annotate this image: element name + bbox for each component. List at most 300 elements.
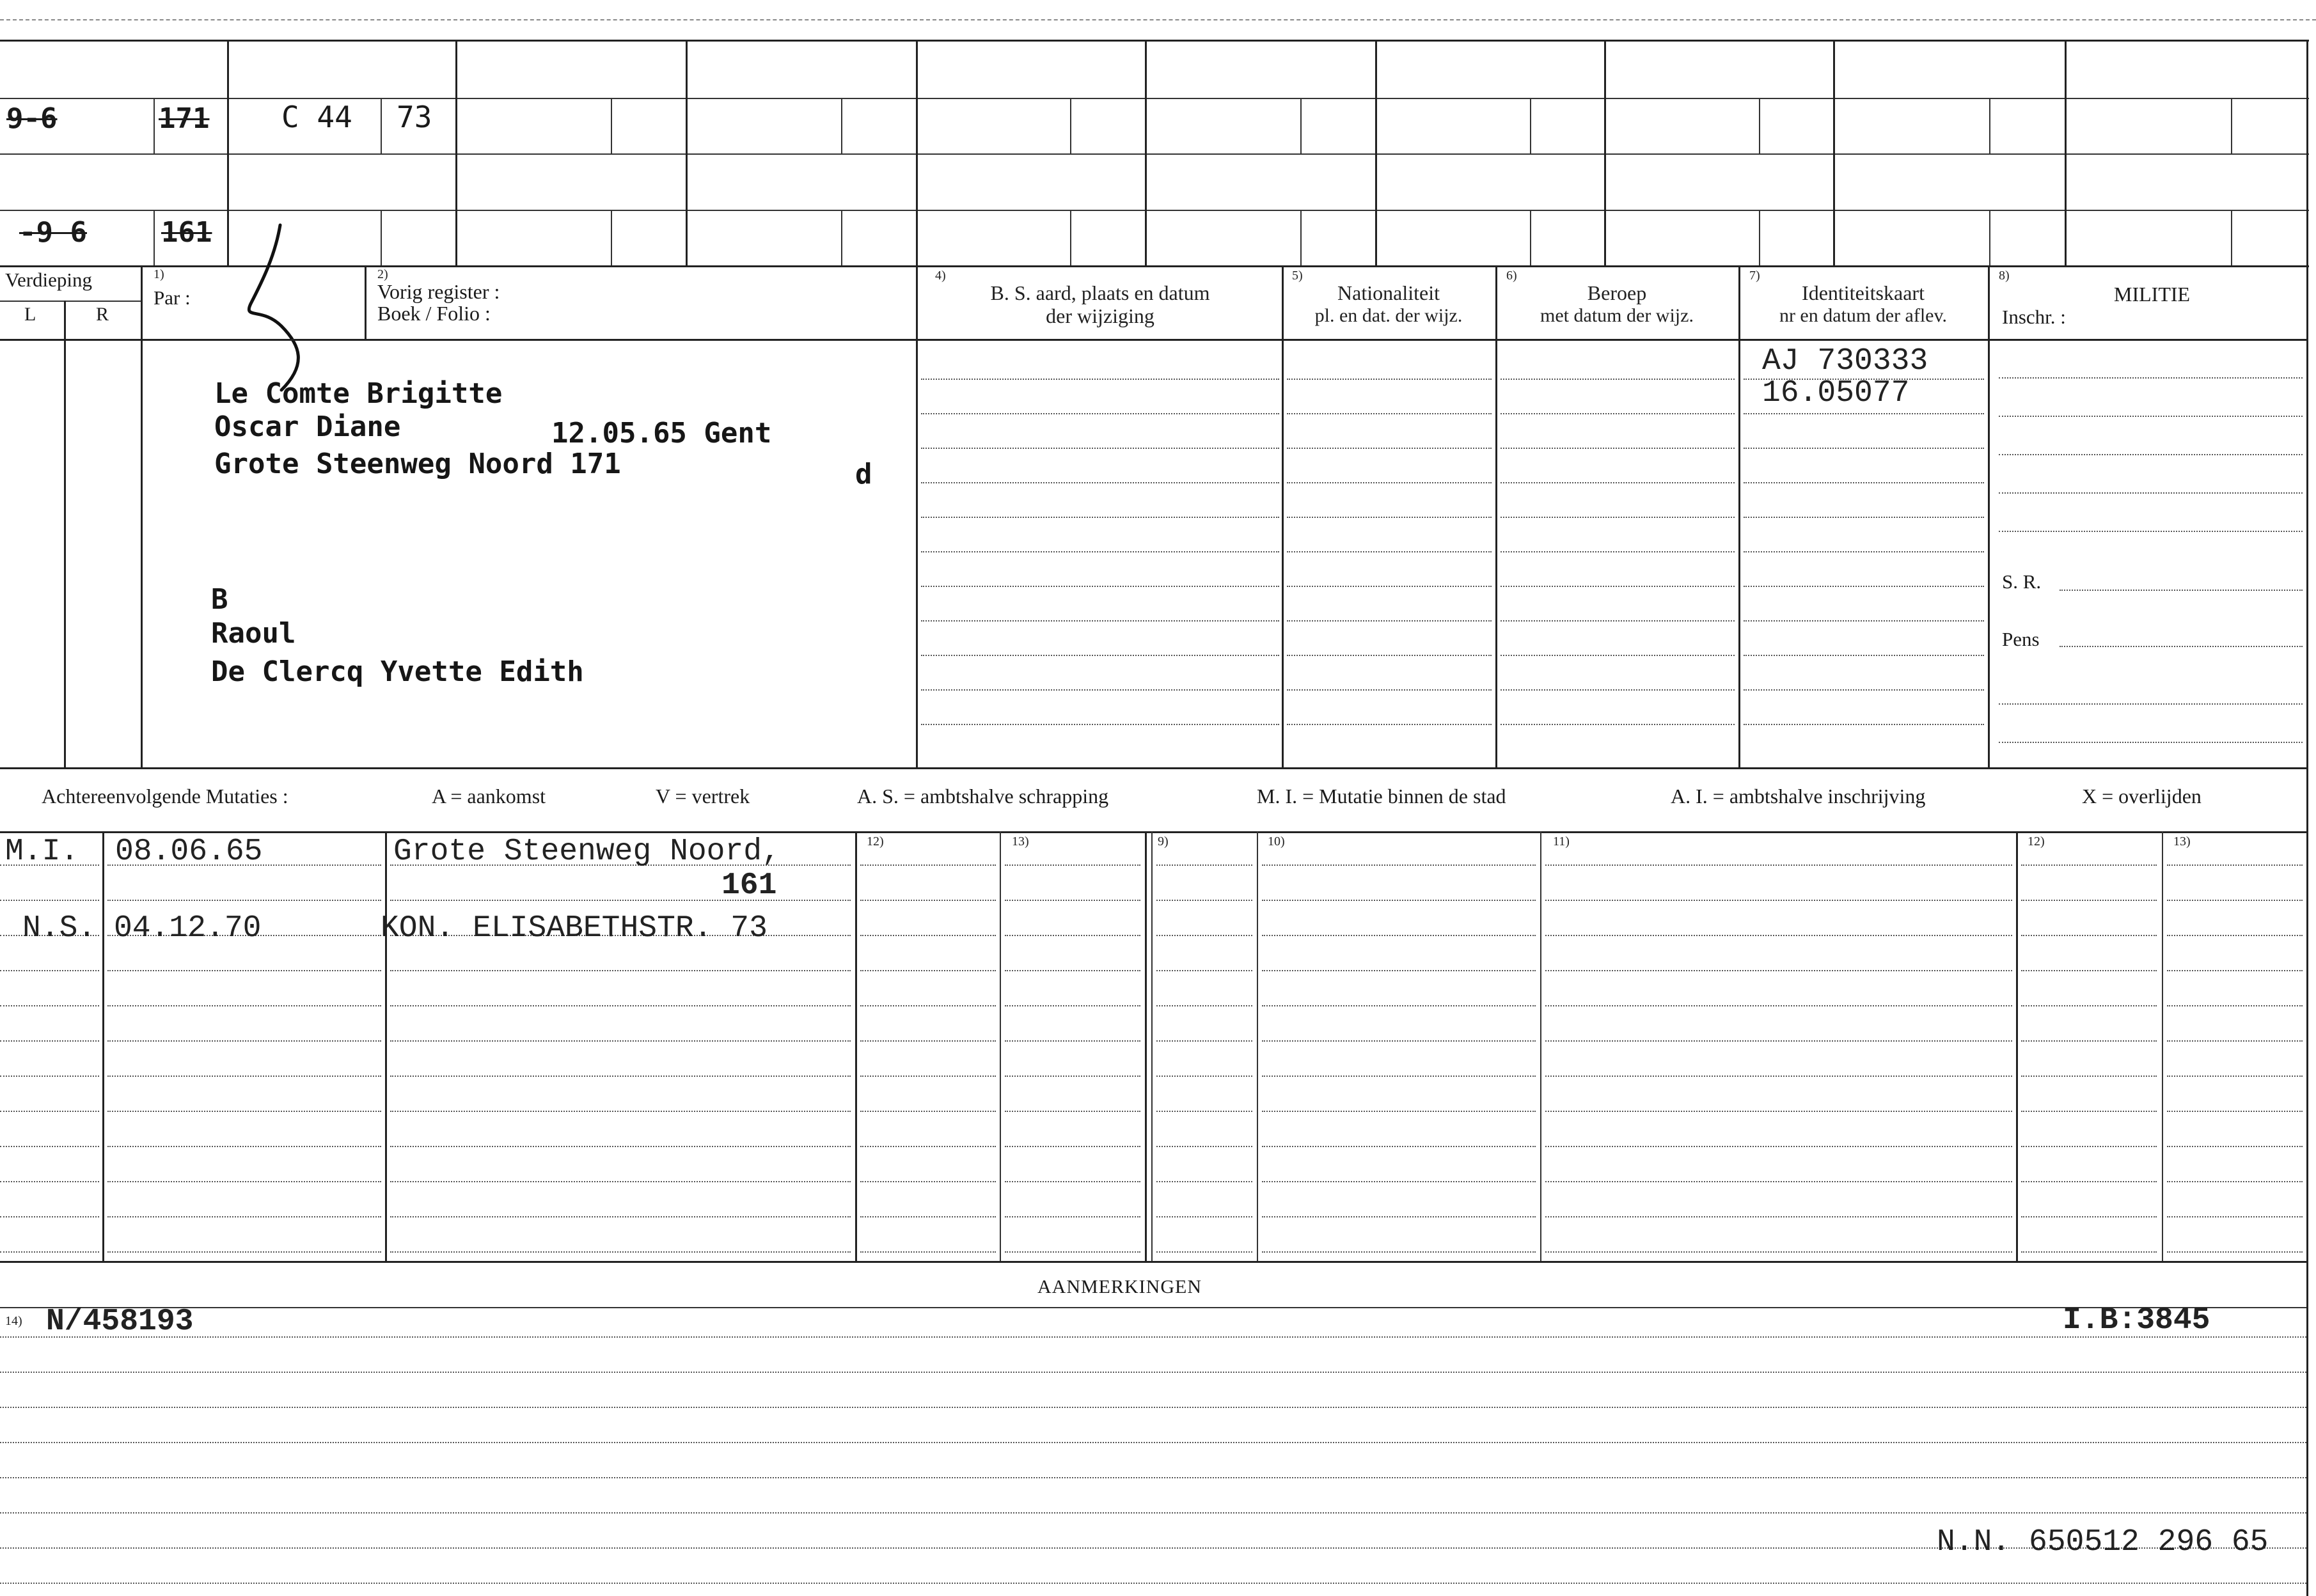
ruled-line <box>921 482 1279 483</box>
ruled-line <box>921 620 1279 622</box>
ruled-line <box>2021 1181 2157 1182</box>
top-grid-vline <box>1145 40 1147 265</box>
mutation-row-address: Grote Steenweg Noord, <box>393 834 780 869</box>
mutation-col-number: 9) <box>1158 834 1169 849</box>
legend-vertrek: V = vertrek <box>656 785 750 808</box>
right-border <box>2306 40 2308 1596</box>
ruled-line <box>107 1076 381 1077</box>
vorig-number: 2) <box>377 267 388 281</box>
nat-header-line1: Nationaliteit <box>1337 281 1440 304</box>
top-grid-sub-vline <box>154 210 155 265</box>
ruled-line <box>860 1005 996 1006</box>
militie-dotted <box>2060 646 2303 647</box>
ruled-line <box>0 1477 2306 1478</box>
ruled-line <box>1262 1181 1536 1182</box>
top-grid-vline <box>227 40 229 265</box>
ruled-line <box>107 1146 381 1147</box>
ruled-line <box>107 1040 381 1042</box>
ruled-line <box>390 1005 851 1006</box>
ruled-line <box>1262 935 1536 936</box>
ruled-line <box>1156 1216 1252 1217</box>
person-mark: d <box>855 458 872 490</box>
militie-dotted <box>2060 590 2303 591</box>
ruled-line <box>1005 1146 1140 1147</box>
ruled-line <box>1287 482 1492 483</box>
ruled-line <box>2167 1216 2303 1217</box>
top-grid-sub-vline <box>2231 210 2232 265</box>
ruled-line <box>1744 517 1984 518</box>
ruled-line <box>1287 724 1492 725</box>
remarks-top-line <box>0 1307 2306 1308</box>
ruled-line <box>1545 864 2012 866</box>
r-label: R <box>96 304 109 325</box>
ruled-line <box>390 1076 851 1077</box>
mutation-vline <box>855 831 857 1261</box>
ruled-line <box>860 1146 996 1147</box>
nat-header-line2: pl. en dat. der wijz. <box>1314 305 1463 326</box>
section-vline <box>365 265 366 339</box>
bs-header-line1: B. S. aard, plaats en datum <box>990 281 1210 304</box>
ruled-line <box>1262 864 1536 866</box>
ruled-line <box>1005 864 1140 866</box>
par-label: Par : <box>154 286 191 309</box>
ruled-line <box>1744 551 1984 552</box>
mutation-col-number: 11) <box>1553 834 1570 849</box>
militie-dotted <box>1999 454 2303 455</box>
ruled-line <box>0 1216 99 1217</box>
ruled-line <box>1156 1146 1252 1147</box>
body-bottom-line <box>0 767 2306 769</box>
ruled-line <box>1287 448 1492 449</box>
ruled-line <box>0 1076 99 1077</box>
top-grid-sub-vline <box>611 98 612 153</box>
ruled-line <box>921 655 1279 656</box>
top-grid-vline <box>916 40 918 265</box>
section-vline <box>141 265 143 767</box>
mutation-col-number: 12) <box>2028 834 2045 849</box>
beroep-header-line2: met datum der wijz. <box>1540 305 1694 326</box>
top-grid-sub-vline <box>1530 210 1531 265</box>
legend-schrapping: A. S. = ambtshalve schrapping <box>857 785 1109 808</box>
legend-title: Achtereenvolgende Mutaties : <box>42 785 288 808</box>
ruled-line <box>0 1040 99 1042</box>
ruled-line <box>2021 900 2157 901</box>
ruled-line <box>1262 970 1536 971</box>
ruled-line <box>860 1216 996 1217</box>
ruled-line <box>1744 724 1984 725</box>
ruled-line <box>1287 379 1492 380</box>
ruled-line <box>107 900 381 901</box>
ruled-line <box>2167 1076 2303 1077</box>
ruled-line <box>1545 935 2012 936</box>
ruled-line <box>2167 864 2303 866</box>
ruled-line <box>860 900 996 901</box>
ruled-line <box>1287 517 1492 518</box>
ruled-line <box>1005 1076 1140 1077</box>
ruled-line <box>1005 935 1140 936</box>
mutations-top-line <box>0 831 2306 833</box>
ruled-line <box>1545 1111 2012 1112</box>
top-grid-cell: C 44 <box>281 100 352 134</box>
nat-number: 5) <box>1292 269 1303 283</box>
top-grid-sub-vline <box>1300 210 1302 265</box>
top-grid-vline <box>686 40 688 265</box>
id-header <box>1740 281 1987 327</box>
section-vline <box>916 265 918 767</box>
top-grid-cell: 161 <box>161 216 212 249</box>
ruled-line <box>107 1251 381 1253</box>
ruled-line <box>1287 551 1492 552</box>
ruled-line <box>1501 724 1735 725</box>
mutations-bottom-line <box>0 1261 2306 1263</box>
militie-dotted <box>1999 492 2303 494</box>
ruled-line <box>1545 970 2012 971</box>
section-vline <box>1738 265 1740 767</box>
ruled-line <box>1156 900 1252 901</box>
ruled-line <box>2167 900 2303 901</box>
ruled-line <box>1005 1111 1140 1112</box>
section-vline <box>1282 265 1284 767</box>
mutation-row-code: M.I. <box>5 834 79 869</box>
mutation-vline <box>102 831 104 1261</box>
ruled-line <box>390 1040 851 1042</box>
legend-aankomst: A = aankomst <box>432 785 546 808</box>
ruled-line <box>1005 1251 1140 1253</box>
handwritten-mark <box>237 217 326 396</box>
ruled-line <box>860 1181 996 1182</box>
ruled-line <box>1744 655 1984 656</box>
id-header-line1: Identiteitskaart <box>1802 281 1925 304</box>
legend-overlijden: X = overlijden <box>2082 785 2202 808</box>
ruled-line <box>107 1181 381 1182</box>
sr-label: S. R. <box>2002 570 2042 593</box>
section-vline <box>64 301 66 767</box>
ruled-line <box>921 586 1279 587</box>
ruled-line <box>921 379 1279 380</box>
top-grid-cell: -9 6 <box>19 216 87 249</box>
ruled-line <box>107 1111 381 1112</box>
mutation-vline <box>2016 831 2018 1261</box>
ruled-line <box>1545 1251 2012 1253</box>
mutation-row-date: 04.12.70 <box>114 911 262 946</box>
ruled-line <box>921 517 1279 518</box>
ruled-line <box>1501 655 1735 656</box>
ruled-line <box>1501 413 1735 414</box>
ruled-line <box>1262 1251 1536 1253</box>
ruled-line <box>1005 970 1140 971</box>
verdieping-label: Verdieping <box>5 269 93 291</box>
ruled-line <box>107 970 381 971</box>
header-top-line <box>0 265 2309 267</box>
ruled-line <box>1005 1005 1140 1006</box>
ruled-line <box>1156 1076 1252 1077</box>
id-header-line2: nr en datum der aflev. <box>1779 305 1948 326</box>
ruled-line <box>1262 1146 1536 1147</box>
inschr-label: Inschr. : <box>2002 306 2066 328</box>
nat-header <box>1283 281 1494 327</box>
ruled-line <box>0 1442 2306 1443</box>
ruled-line <box>0 1146 99 1147</box>
remarks-ib: I.B:3845 <box>2063 1303 2210 1338</box>
ruled-line <box>1287 655 1492 656</box>
bs-header-line2: der wijziging <box>1046 304 1154 327</box>
top-grid-sub-vline <box>1530 98 1531 153</box>
ruled-line <box>390 1146 851 1147</box>
top-grid-vline <box>1375 40 1377 265</box>
ruled-line <box>2167 935 2303 936</box>
ruled-line <box>1545 900 2012 901</box>
ruled-line <box>2021 1040 2157 1042</box>
ruled-line <box>2021 1111 2157 1112</box>
mutation-vline <box>1257 831 1258 1261</box>
mutation-vline <box>385 831 387 1261</box>
person-line2: Oscar Diane <box>214 411 401 443</box>
top-grid-sub-vline <box>154 98 155 153</box>
ruled-line <box>1156 1040 1252 1042</box>
mutation-col-number: 13) <box>2173 834 2191 849</box>
person-line1: Le Comte Brigitte <box>214 377 503 410</box>
top-grid-sub-vline <box>1989 210 1990 265</box>
top-grid-sub-vline <box>381 98 382 153</box>
ruled-line <box>1287 586 1492 587</box>
ruled-line <box>2167 1181 2303 1182</box>
ruled-line <box>1501 448 1735 449</box>
ruled-line <box>1262 900 1536 901</box>
ruled-line <box>0 1512 2306 1514</box>
ruled-line <box>2167 1146 2303 1147</box>
ruled-line <box>860 864 996 866</box>
ruled-line <box>860 1076 996 1077</box>
ruled-line <box>860 935 996 936</box>
ruled-line <box>1262 1005 1536 1006</box>
ruled-line <box>0 1251 99 1253</box>
ruled-line <box>1005 1040 1140 1042</box>
top-grid-line-2 <box>0 98 2309 99</box>
ruled-line <box>107 1005 381 1006</box>
ruled-line <box>1744 448 1984 449</box>
ruled-line <box>1501 482 1735 483</box>
mutation-row-code: N.S. <box>22 911 97 946</box>
ruled-line <box>921 724 1279 725</box>
top-grid-sub-vline <box>841 98 842 153</box>
mutation-vline <box>2162 831 2163 1261</box>
ruled-line <box>1262 1076 1536 1077</box>
top-grid-cell: 9-6 <box>6 102 58 135</box>
top-grid-sub-vline <box>611 210 612 265</box>
ruled-line <box>1156 1251 1252 1253</box>
ruled-line <box>2167 1040 2303 1042</box>
ruled-line <box>2167 970 2303 971</box>
top-grid-line-4 <box>0 210 2309 211</box>
person-line5: Raoul <box>211 617 296 650</box>
beroep-number: 6) <box>1506 269 1517 283</box>
mutation-col-number: 12) <box>867 834 884 849</box>
identity-date: 16.05077 <box>1762 376 1910 411</box>
mutation-row-date: 08.06.65 <box>115 834 263 869</box>
ruled-line <box>2021 935 2157 936</box>
top-grid-vline <box>1604 40 1606 265</box>
mutation-vline <box>1540 831 1541 1261</box>
ruled-line <box>921 448 1279 449</box>
ruled-line <box>1744 689 1984 691</box>
ruled-line <box>2167 1251 2303 1253</box>
ruled-line <box>1501 620 1735 622</box>
ruled-line <box>860 1251 996 1253</box>
person-line4: B <box>211 583 228 616</box>
person-line3: Grote Steenweg Noord 171 <box>214 448 621 480</box>
ruled-line <box>2021 1076 2157 1077</box>
section-vline <box>1988 265 1990 767</box>
id-number: 7) <box>1749 269 1760 283</box>
ruled-line <box>390 1251 851 1253</box>
ruled-line <box>2021 1005 2157 1006</box>
militie-dotted <box>1999 377 2303 379</box>
militie-dotted <box>1999 742 2303 743</box>
top-grid-sub-vline <box>381 210 382 265</box>
ruled-line <box>1156 1005 1252 1006</box>
top-grid-sub-vline <box>1070 210 1071 265</box>
ruled-line <box>1545 1005 2012 1006</box>
ruled-line <box>860 970 996 971</box>
ruled-line <box>2021 970 2157 971</box>
ruled-line <box>1744 586 1984 587</box>
l-label: L <box>24 304 36 325</box>
boek-folio-label: Boek / Folio : <box>377 302 491 325</box>
ruled-line <box>1005 1216 1140 1217</box>
beroep-header <box>1497 281 1737 327</box>
top-grid-sub-vline <box>1759 98 1760 153</box>
ruled-line <box>1287 620 1492 622</box>
ruled-line <box>390 1111 851 1112</box>
vorig-register-label: Vorig register : <box>377 280 500 303</box>
ruled-line <box>0 1336 2306 1338</box>
top-grid-sub-vline <box>1989 98 1990 153</box>
legend-inschrijving: A. I. = ambtshalve inschrijving <box>1671 785 1926 808</box>
person-birth: 12.05.65 Gent <box>551 417 772 450</box>
mutation-col-number: 13) <box>1012 834 1029 849</box>
ruled-line <box>0 1583 2306 1584</box>
legend-mutatie: M. I. = Mutatie binnen de stad <box>1257 785 1506 808</box>
ruled-line <box>2167 1111 2303 1112</box>
ruled-line <box>1545 1040 2012 1042</box>
ruled-line <box>0 1181 99 1182</box>
ruled-line <box>1156 1111 1252 1112</box>
mutation-col-number: 10) <box>1268 834 1285 849</box>
top-grid-sub-vline <box>1070 98 1071 153</box>
ruled-line <box>1501 551 1735 552</box>
ruled-line <box>107 1216 381 1217</box>
ruled-line <box>2021 1216 2157 1217</box>
ruled-line <box>1156 935 1252 936</box>
remarks-number: 14) <box>5 1314 22 1328</box>
ruled-line <box>390 1216 851 1217</box>
ruled-line <box>2021 864 2157 866</box>
par-number: 1) <box>154 267 164 281</box>
militie-dotted <box>1999 531 2303 532</box>
mutation-vline <box>1151 831 1153 1261</box>
top-grid-line-1 <box>0 40 2309 42</box>
ruled-line <box>2167 1005 2303 1006</box>
militie-label: MILITIE <box>2114 283 2191 306</box>
mutation-vline <box>1000 831 1001 1261</box>
ruled-line <box>1287 689 1492 691</box>
top-grid-vline <box>1833 40 1835 265</box>
ruled-line <box>1744 620 1984 622</box>
ruled-line <box>1545 1076 2012 1077</box>
ruled-line <box>390 970 851 971</box>
beroep-header-line1: Beroep <box>1587 281 1647 304</box>
ruled-line <box>921 689 1279 691</box>
identity-number: AJ 730333 <box>1762 344 1928 379</box>
ruled-line <box>1501 517 1735 518</box>
remarks-nn: N.N. 650512 296 65 <box>1937 1525 2269 1560</box>
ruled-line <box>0 900 99 901</box>
ruled-line <box>921 413 1279 414</box>
militie-number: 8) <box>1999 269 2010 283</box>
ruled-line <box>0 1372 2306 1373</box>
pens-label: Pens <box>2002 628 2040 650</box>
ruled-line <box>0 1111 99 1112</box>
remarks-title: AANMERKINGEN <box>1037 1276 1202 1297</box>
ruled-line <box>860 1111 996 1112</box>
ruled-line <box>860 1040 996 1042</box>
ruled-line <box>1005 1181 1140 1182</box>
ruled-line <box>390 900 851 901</box>
top-grid-vline <box>2065 40 2067 265</box>
mutation-row-address2: 161 <box>721 868 777 903</box>
top-grid-cell: 73 <box>397 100 432 134</box>
top-grid-line-3 <box>0 153 2309 155</box>
mutation-vline <box>1145 831 1147 1261</box>
top-grid-vline <box>455 40 457 265</box>
ruled-line <box>1744 413 1984 414</box>
ruled-line <box>2021 1146 2157 1147</box>
top-grid-cell: 171 <box>159 102 210 135</box>
ruled-line <box>0 970 99 971</box>
section-vline <box>1495 265 1497 767</box>
top-grid-sub-vline <box>2231 98 2232 153</box>
ruled-line <box>921 551 1279 552</box>
mutation-row-address: KON. ELISABETHSTR. 73 <box>381 911 768 946</box>
header-sub-line <box>0 301 141 302</box>
ruled-line <box>1156 864 1252 866</box>
ruled-line <box>1005 900 1140 901</box>
top-edge-line <box>0 19 2316 20</box>
militie-dotted <box>1999 416 2303 417</box>
ruled-line <box>0 1407 2306 1408</box>
top-grid-sub-vline <box>1300 98 1302 153</box>
ruled-line <box>1501 586 1735 587</box>
top-grid-sub-vline <box>1759 210 1760 265</box>
ruled-line <box>1545 1146 2012 1147</box>
person-line6: De Clercq Yvette Edith <box>211 655 584 688</box>
bs-number: 4) <box>935 269 946 283</box>
ruled-line <box>1156 1181 1252 1182</box>
ruled-line <box>1262 1216 1536 1217</box>
ruled-line <box>2021 1251 2157 1253</box>
ruled-line <box>1545 1181 2012 1182</box>
ruled-line <box>1744 482 1984 483</box>
ruled-line <box>0 1005 99 1006</box>
ruled-line <box>1156 970 1252 971</box>
ruled-line <box>1501 379 1735 380</box>
top-grid-sub-vline <box>841 210 842 265</box>
header-bottom-line <box>0 339 2306 341</box>
ruled-line <box>1545 1216 2012 1217</box>
ruled-line <box>390 1181 851 1182</box>
ruled-line <box>1262 1040 1536 1042</box>
ruled-line <box>1501 689 1735 691</box>
